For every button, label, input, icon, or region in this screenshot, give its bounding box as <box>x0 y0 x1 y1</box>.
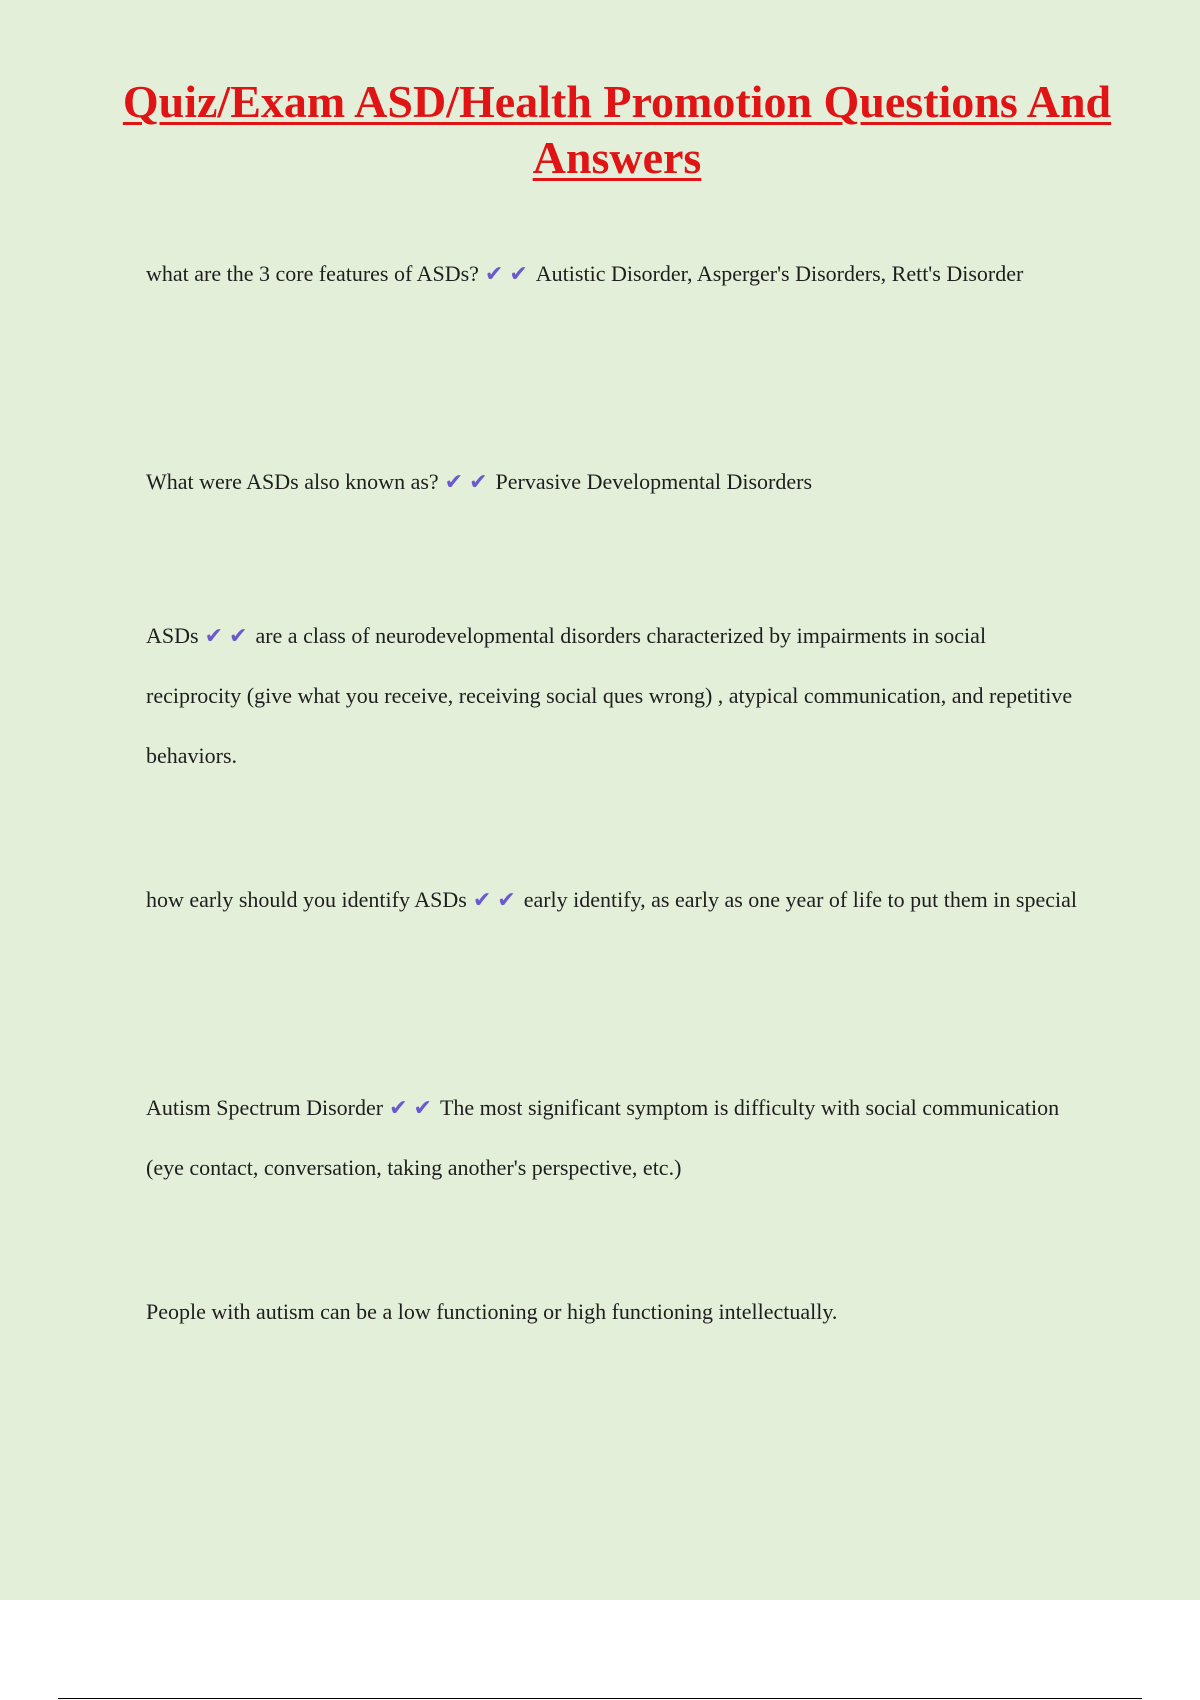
qa-item <box>146 606 1086 786</box>
qa-item <box>146 452 1086 512</box>
checkmark-icon: ✔✔ <box>444 470 494 495</box>
qa-item <box>146 244 1086 304</box>
checkmark-icon: ✔✔ <box>389 1096 438 1121</box>
footer-divider <box>58 1698 1142 1699</box>
question-text: What were ASDs also known as? <box>146 469 439 494</box>
question-text: Autism Spectrum Disorder <box>146 1095 384 1120</box>
answer-text: early identify, as early as one year of life to put them in special <box>523 887 1077 912</box>
page-title: Quiz/Exam ASD/Health Promotion Questions And Answers <box>122 76 1112 183</box>
answer-text: Autistic Disorder, Asperger's Disorders, Rett's Disorder <box>535 261 1024 286</box>
checkmark-icon: ✔✔ <box>484 262 534 287</box>
answer-text: are a class of neurodevelopmental disorders characterized by impairments in social reciprocity (give what you receive, receiving social ques wrong) , atypical communication, and repetitive behaviors. <box>146 623 1073 768</box>
question-text: how early should you identify ASDs <box>146 887 467 912</box>
qa-item <box>146 870 1086 930</box>
question-text: ASDs <box>146 623 199 648</box>
checkmark-icon: ✔✔ <box>472 888 522 913</box>
answer-text: Pervasive Developmental Disorders <box>495 469 813 494</box>
answer-text: The most significant symptom is difficulty with social communication (eye contact, conversation, taking another's perspective, etc.) <box>146 1095 1060 1180</box>
note-text: People with autism can be a low functioning or high functioning intellectually. <box>146 1299 838 1324</box>
question-text: what are the 3 core features of ASDs? <box>146 261 479 286</box>
checkmark-icon: ✔✔ <box>204 624 254 649</box>
qa-item <box>146 1078 1086 1198</box>
